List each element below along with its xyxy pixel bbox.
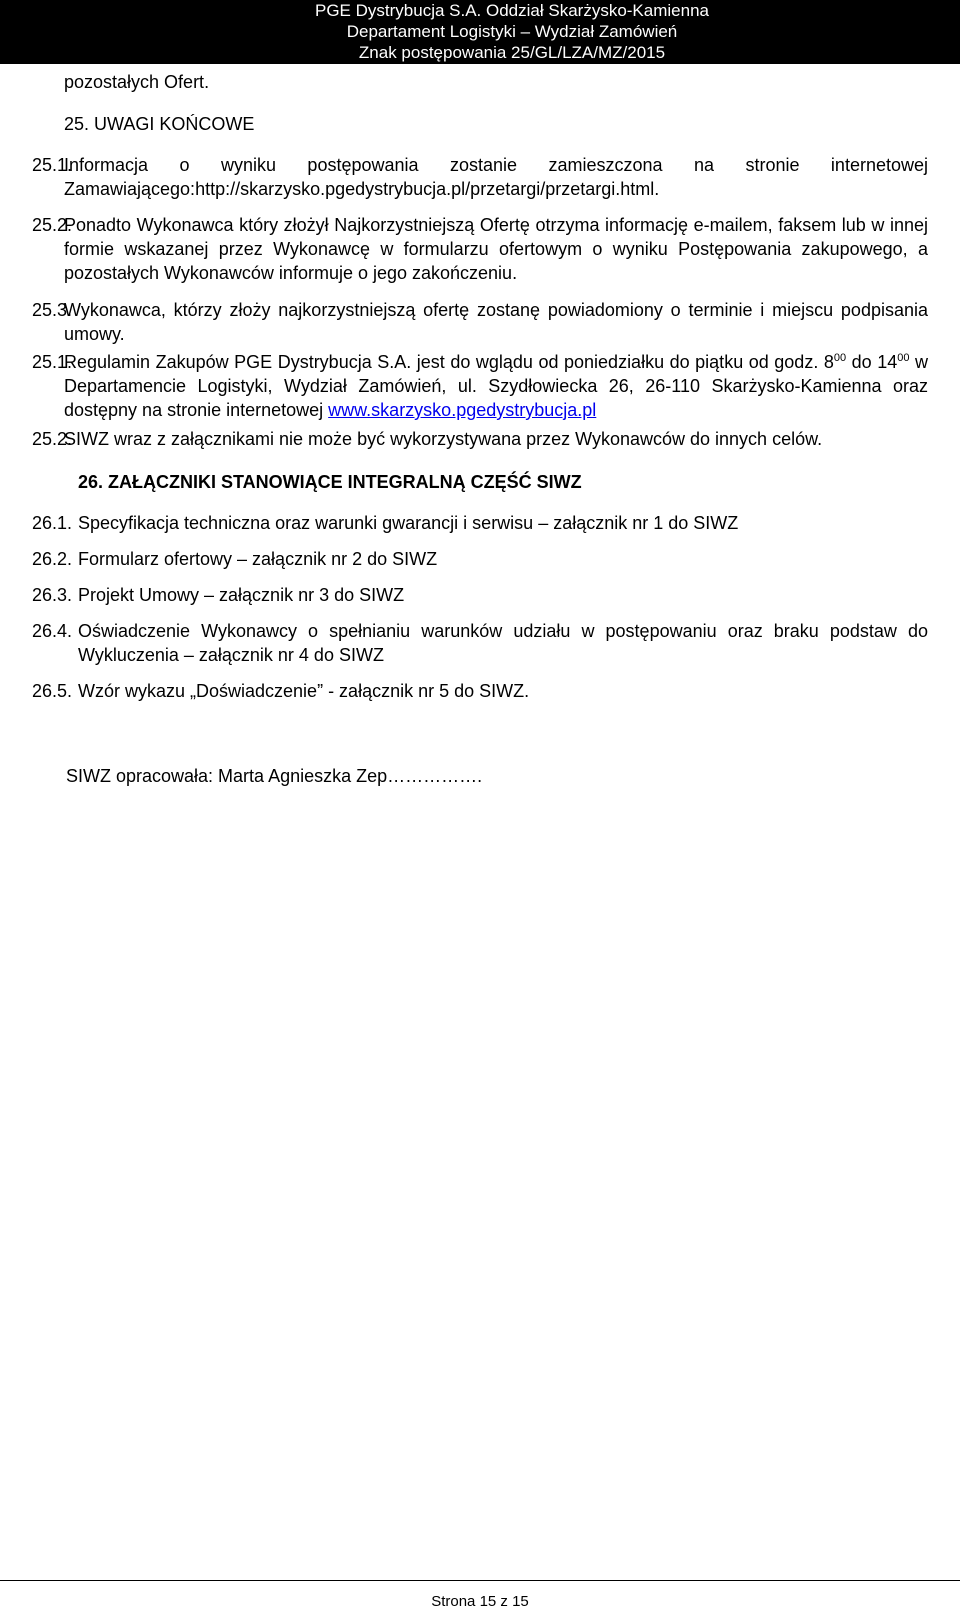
footer-divider (0, 1580, 960, 1581)
regulation-link[interactable]: www.skarzysko.pgedystrybucja.pl (328, 400, 597, 420)
prepared-by: SIWZ opracowała: Marta Agnieszka Zep……………. (66, 766, 483, 786)
item-number: 25.2. (32, 429, 73, 449)
item-text: Oświadczenie Wykonawcy o spełnianiu warunków udziału w postępowaniu oraz braku podstaw do Wykluczenia – załącznik nr 4 do SIWZ (78, 621, 928, 665)
item-text: Wykonawca, którzy złoży najkorzystniejszą ofertę zostanę powiadomiony o terminie i miejscu podpisania umowy. (64, 300, 928, 344)
item-text: Wzór wykazu „Doświadczenie” - załącznik nr 5 do SIWZ. (78, 681, 530, 701)
item-26-5 (32, 679, 928, 703)
item-text: Regulamin Zakupów PGE Dystrybucja S.A. jest do wglądu od poniedziałku do piątku od godz. $8^{00}$ do $14^{00}$ w Departamencie Logistyki, Wydział Zamówień, ul. Szydłowiecka 26, 26-110 Skarżysko-Kamienna oraz dostępny na stronie internetowej www.skarzysko.pgedystrybucja.pl (64, 352, 928, 420)
header-department: Departament Logistyki – Wydział Zamówień (346, 22, 678, 41)
item-26-3 (32, 583, 928, 607)
section-25-heading: 25. UWAGI KOŃCOWE (64, 114, 255, 134)
item-25-1b (32, 350, 928, 422)
intro-fragment: pozostałych Ofert. (64, 72, 210, 92)
item-text: Projekt Umowy – załącznik nr 3 do SIWZ (78, 585, 405, 605)
item-number: 26.4. (32, 621, 73, 641)
item-number: 26.1. (32, 513, 73, 533)
item-25-1 (32, 153, 928, 201)
item-text: Ponadto Wykonawca który złożył Najkorzystniejszą Ofertę otrzyma informację e-mailem, faksem lub w innej formie wskazanej przez Wykonawcę w formularzu ofertowym o wyniku Postępowania zakupowego, a pozostałych Wykonawców informuje o jego zakończeniu. (64, 215, 928, 283)
item-number: 25.2. (32, 215, 73, 235)
item-text: SIWZ wraz z załącznikami nie może być wykorzystywana przez Wykonawców do innych celów. (64, 429, 823, 449)
item-26-2 (32, 547, 928, 571)
item-text: Formularz ofertowy – załącznik nr 2 do SIWZ (78, 549, 438, 569)
item-number: 25.1. (32, 155, 73, 175)
item-number: 26.2. (32, 549, 73, 569)
item-25-3 (32, 298, 928, 346)
item-text: Informacja o wyniku postępowania zostanie zamieszczona na stronie internetowej Zamawiającego:http://skarzysko.pgedystrybucja.pl/przetargi/przetargi.html. (64, 155, 928, 199)
item-25-2 (32, 213, 928, 285)
item-text: Specyfikacja techniczna oraz warunki gwarancji i serwisu – załącznik nr 1 do SIWZ (78, 513, 739, 533)
item-number: 26.5. (32, 681, 73, 701)
item-26-1 (32, 511, 928, 535)
item-26-4 (32, 619, 928, 667)
item-25-2b (32, 427, 928, 451)
header-case-number: Znak postępowania 25/GL/LZA/MZ/2015 (358, 43, 666, 62)
item-number: 25.1. (32, 352, 73, 372)
page-number: Strona 15 z 15 (431, 1593, 529, 1610)
item-number: 26.3. (32, 585, 73, 605)
document-header (0, 0, 960, 64)
item-number: 25.3. (32, 300, 73, 320)
section-26-heading: 26. ZAŁĄCZNIKI STANOWIĄCE INTEGRALNĄ CZĘŚĆ SIWZ (78, 472, 582, 492)
header-company: PGE Dystrybucja S.A. Oddział Skarżysko-Kamienna (315, 1, 709, 20)
